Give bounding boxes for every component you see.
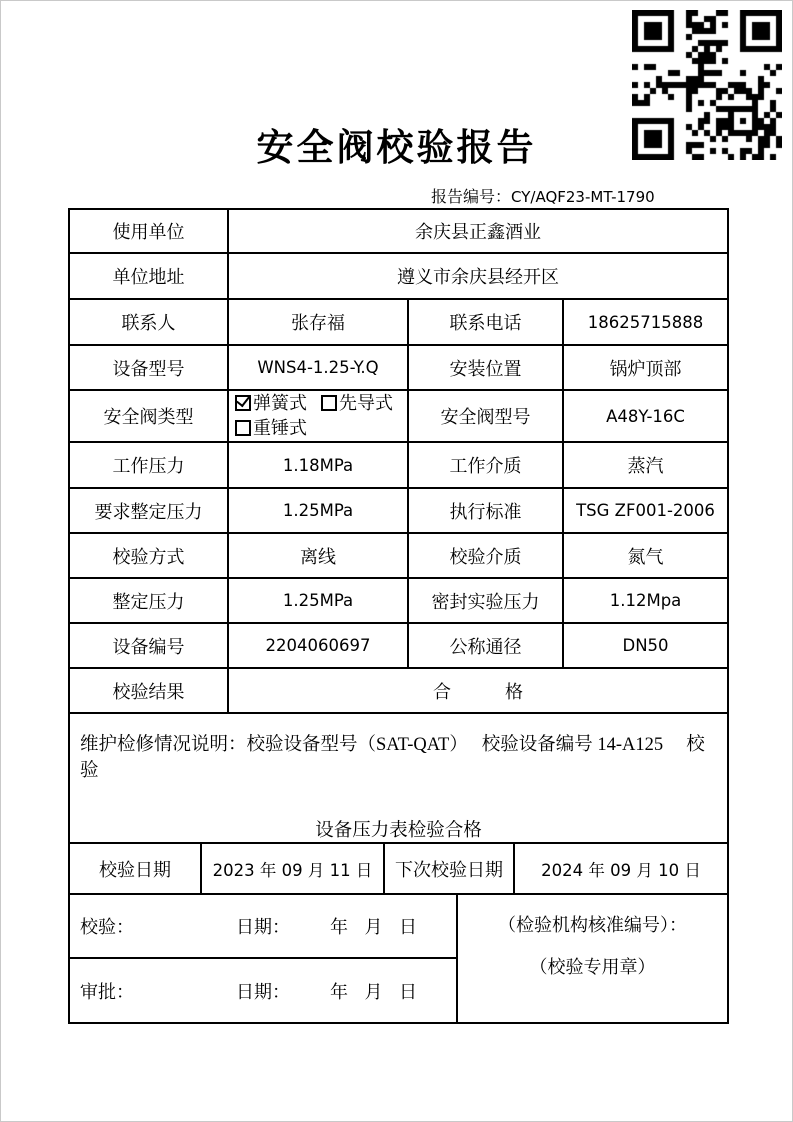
value-use-unit: 余庆县正鑫酒业: [228, 209, 728, 253]
value-contact: 张存福: [228, 299, 408, 345]
label-unit-address: 单位地址: [69, 253, 228, 299]
value-valve-model: A48Y-16C: [563, 390, 728, 442]
org-approval-number-line: （检验机构核准编号）：: [498, 915, 687, 935]
approver-sign-row: [69, 958, 457, 1023]
label-work-pressure: 工作压力: [69, 442, 228, 488]
valve-type-option-weight: 重锤式: [235, 418, 307, 438]
report-table: [68, 208, 727, 1024]
value-work-medium: 蒸汽: [563, 442, 728, 488]
value-seal-test-pressure: 1.12Mpa: [563, 578, 728, 623]
approver-sign-label: 审批：: [80, 981, 134, 1002]
value-verify-mode: 离线: [228, 533, 408, 578]
maintenance-note: [69, 713, 728, 843]
checkbox-icon: [235, 420, 251, 436]
valve-type-options: [228, 390, 408, 442]
label-device-number: 设备编号: [69, 623, 228, 668]
label-nominal-diameter: 公称通径: [408, 623, 563, 668]
value-equipment-model: WNS4-1.25-Y.Q: [228, 345, 408, 390]
label-verify-medium: 校验介质: [408, 533, 563, 578]
checkbox-checked-icon: [235, 395, 251, 411]
label-next-verify-date: 下次校验日期: [384, 844, 514, 894]
label-required-set-pressure: 要求整定压力: [69, 488, 228, 533]
report-number-value: CY/AQF23-MT-1790: [511, 188, 655, 206]
verifier-sign-label: 校验：: [80, 917, 134, 937]
value-device-number: 2204060697: [228, 623, 408, 668]
label-verify-result: 校验结果: [69, 668, 228, 713]
verifier-date-blank: 年 月 日: [330, 917, 423, 937]
valve-type-option-spring: 弹簧式: [235, 393, 307, 413]
value-unit-address: 遵义市余庆县经开区: [228, 253, 728, 299]
valve-type-option-row1: [235, 391, 407, 416]
value-required-set-pressure: 1.25MPa: [228, 488, 408, 533]
report-number: [431, 184, 655, 207]
label-valve-model: 安全阀型号: [408, 390, 563, 442]
valve-type-option-pilot: 先导式: [321, 393, 393, 413]
label-valve-type: 安全阀类型: [69, 390, 228, 442]
approver-date-blank: 年 月 日: [330, 981, 423, 1002]
verifier-date-label: 日期：: [236, 917, 290, 937]
label-contact: 联系人: [69, 299, 228, 345]
report-number-label: 报告编号：: [431, 189, 512, 206]
verifier-sign-row: [69, 895, 457, 958]
valve-type-option-row2: [235, 416, 407, 441]
label-verify-mode: 校验方式: [69, 533, 228, 578]
value-work-pressure: 1.18MPa: [228, 442, 408, 488]
value-verify-result: 合 格: [228, 668, 728, 713]
label-use-unit: 使用单位: [69, 209, 228, 253]
value-standard: TSG ZF001-2006: [563, 488, 728, 533]
label-equipment-model: 设备型号: [69, 345, 228, 390]
approver-date-label: 日期：: [236, 981, 290, 1002]
checkbox-icon: [321, 395, 337, 411]
value-phone: 18625715888: [563, 299, 728, 345]
value-set-pressure: 1.25MPa: [228, 578, 408, 623]
label-set-pressure: 整定压力: [69, 578, 228, 623]
label-work-medium: 工作介质: [408, 442, 563, 488]
page-title: 安全阀校验报告: [256, 128, 537, 169]
label-standard: 执行标准: [408, 488, 563, 533]
value-nominal-diameter: DN50: [563, 623, 728, 668]
label-phone: 联系电话: [408, 299, 563, 345]
label-verify-date: 校验日期: [69, 844, 201, 894]
maintenance-note-line1: 维护检修情况说明：校验设备型号（SAT-QAT） 校验设备编号 14-A125 校验: [80, 735, 705, 781]
value-install-position: 锅炉顶部: [563, 345, 728, 390]
org-stamp-cell: [457, 895, 728, 1023]
value-verify-medium: 氮气: [563, 533, 728, 578]
maintenance-note-line2: 设备压力表检验合格: [315, 821, 482, 841]
value-verify-date: 2023 年 09 月 11 日: [201, 844, 384, 894]
value-next-verify-date: 2024 年 09 月 10 日: [514, 844, 728, 894]
stamp-line: （校验专用章）: [529, 957, 656, 977]
label-install-position: 安装位置: [408, 345, 563, 390]
label-seal-test-pressure: 密封实验压力: [408, 578, 563, 623]
